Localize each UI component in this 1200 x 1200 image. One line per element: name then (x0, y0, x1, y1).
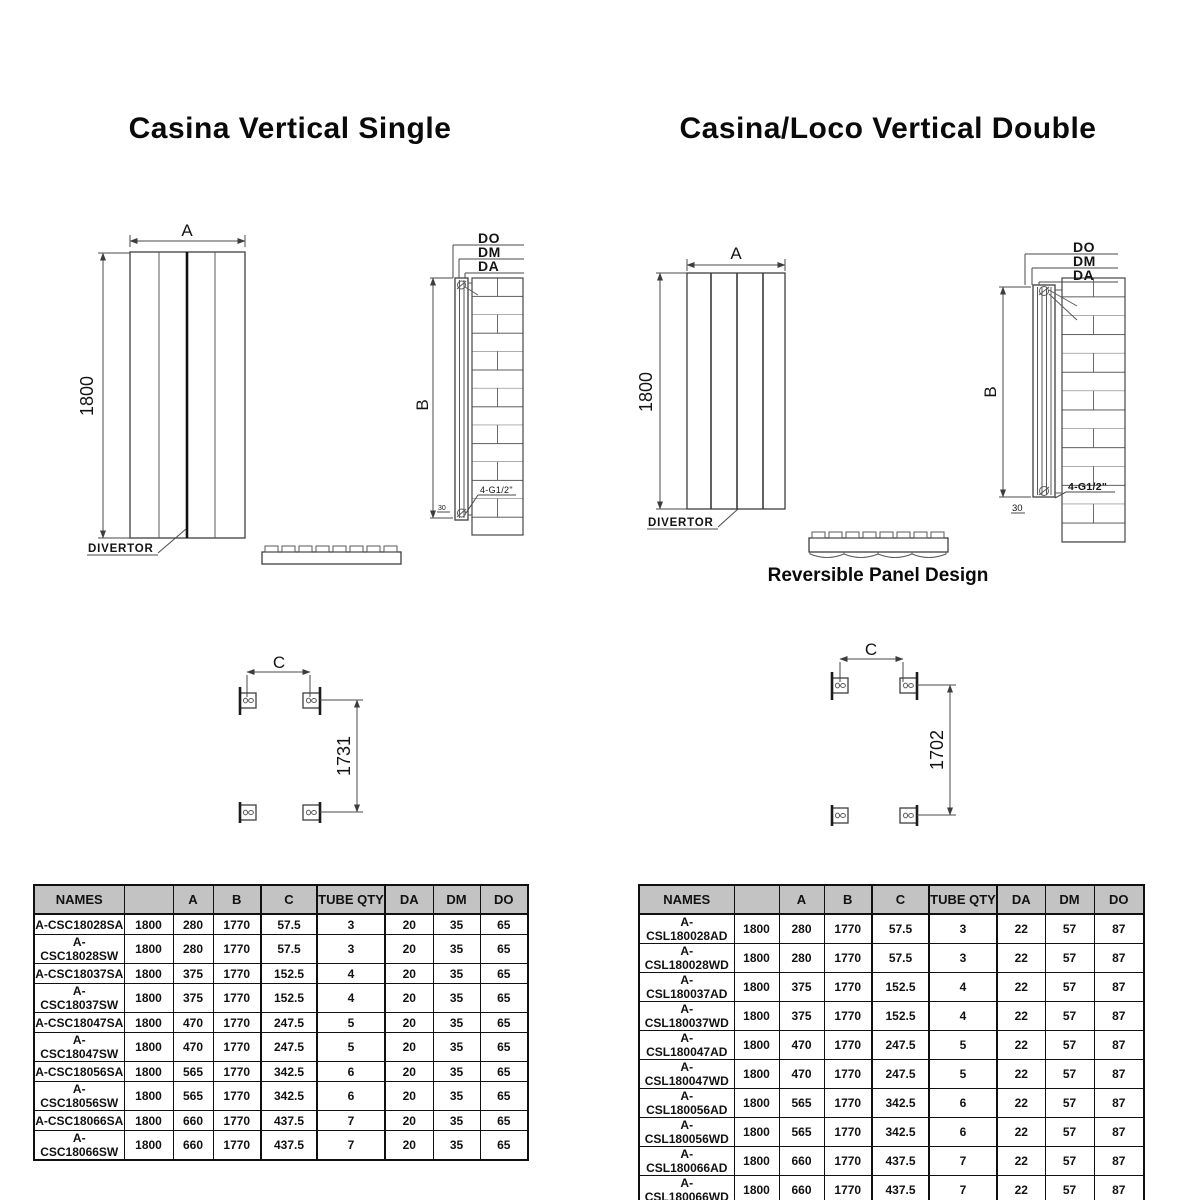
dim-label-depth-height: B (981, 386, 1000, 398)
spec-value-cell: 3 (929, 944, 997, 973)
panel-section-drawing-single (253, 538, 413, 572)
divertor-label: DIVERTOR (648, 517, 714, 529)
spec-value-cell: 152.5 (261, 984, 317, 1013)
spec-value-cell: 87 (1094, 1089, 1144, 1118)
spec-value-cell: 1800 (124, 1062, 173, 1082)
spec-value-cell: 1800 (734, 1176, 779, 1200)
spec-value-cell: 470 (779, 1031, 824, 1060)
spec-value-cell: 87 (1094, 944, 1144, 973)
table-row (639, 1118, 1144, 1147)
spec-value-cell: 152.5 (872, 973, 929, 1002)
table-row (639, 973, 1144, 1002)
spec-value-cell: 5 (929, 1031, 997, 1060)
model-name-cell: A-CSC18056SW (34, 1082, 124, 1111)
spec-value-cell: 660 (173, 1131, 213, 1161)
spec-value-cell: 65 (480, 984, 528, 1013)
spec-value-cell: 437.5 (261, 1131, 317, 1161)
spec-value-cell: 35 (433, 1111, 480, 1131)
column-header: C (872, 885, 929, 914)
table-row (34, 935, 528, 964)
spec-value-cell: 65 (480, 914, 528, 935)
wall-bracket (900, 805, 917, 826)
spec-value-cell: 280 (173, 935, 213, 964)
spec-value-cell: 65 (480, 964, 528, 984)
spec-value-cell: 1770 (213, 935, 261, 964)
model-name-cell: A-CSC18037SA (34, 964, 124, 984)
model-name-cell: A-CSC18047SA (34, 1013, 124, 1033)
spec-value-cell: 1800 (124, 1013, 173, 1033)
spec-value-cell: 5 (317, 1013, 385, 1033)
spec-value-cell: 65 (480, 1033, 528, 1062)
spec-value-cell: 152.5 (261, 964, 317, 984)
spec-value-cell: 65 (480, 1111, 528, 1131)
spec-value-cell: 1800 (734, 1002, 779, 1031)
model-name-cell: A-CSC18066SA (34, 1111, 124, 1131)
dim-label-width: A (181, 221, 193, 240)
model-name-cell: A-CSC18066SW (34, 1131, 124, 1161)
spec-value-cell: 152.5 (872, 1002, 929, 1031)
spec-value-cell: 1770 (213, 984, 261, 1013)
spec-value-cell: 20 (385, 1082, 433, 1111)
spec-value-cell: 20 (385, 935, 433, 964)
spec-value-cell: 57 (1045, 1147, 1094, 1176)
column-header: DO (1094, 885, 1144, 914)
spec-value-cell: 57 (1045, 914, 1094, 944)
spec-value-cell: 20 (385, 1131, 433, 1161)
table-row (639, 914, 1144, 944)
spec-value-cell: 35 (433, 964, 480, 984)
spec-value-cell: 65 (480, 1082, 528, 1111)
bracket-layout-drawing-single (225, 645, 390, 837)
spec-value-cell: 247.5 (872, 1031, 929, 1060)
spec-value-cell: 22 (997, 1031, 1045, 1060)
model-name-cell: A-CSC18047SW (34, 1033, 124, 1062)
spec-value-cell: 6 (317, 1062, 385, 1082)
column-header (734, 885, 779, 914)
column-header: DM (433, 885, 480, 914)
table-row (34, 1033, 528, 1062)
spec-value-cell: 280 (173, 914, 213, 935)
spec-value-cell: 6 (929, 1089, 997, 1118)
spec-value-cell: 1800 (124, 935, 173, 964)
spec-value-cell: 1800 (734, 1089, 779, 1118)
spec-value-cell: 35 (433, 984, 480, 1013)
model-name-cell: A-CSL180037AD (639, 973, 734, 1002)
dim-label-dm: DM (1073, 253, 1096, 269)
table-row (34, 984, 528, 1013)
spec-value-cell: 35 (433, 1013, 480, 1033)
spec-table-single (33, 884, 529, 1161)
spec-value-cell: 1770 (824, 914, 872, 944)
spec-value-cell: 57.5 (872, 914, 929, 944)
spec-value-cell: 247.5 (261, 1013, 317, 1033)
spec-value-cell: 57.5 (261, 935, 317, 964)
spec-value-cell: 65 (480, 1062, 528, 1082)
model-name-cell: A-CSC18037SW (34, 984, 124, 1013)
column-header (124, 885, 173, 914)
spec-value-cell: 1770 (824, 1089, 872, 1118)
spec-value-cell: 1800 (734, 1147, 779, 1176)
wall-offset-label: 30 (438, 505, 446, 512)
spec-value-cell: 87 (1094, 1031, 1144, 1060)
spec-value-cell: 6 (317, 1082, 385, 1111)
connection-size-label: 4-G1/2" (480, 485, 513, 495)
spec-value-cell: 1770 (824, 1147, 872, 1176)
side-view-drawing-single (413, 225, 595, 543)
spec-value-cell: 5 (929, 1060, 997, 1089)
table-row (34, 1013, 528, 1033)
spec-value-cell: 4 (317, 964, 385, 984)
spec-value-cell: 22 (997, 973, 1045, 1002)
dim-label-depth-height: B (413, 399, 432, 411)
spec-value-cell: 342.5 (261, 1062, 317, 1082)
column-header: DA (385, 885, 433, 914)
page-title-single: Casina Vertical Single (128, 112, 452, 145)
spec-value-cell: 470 (173, 1013, 213, 1033)
spec-value-cell: 20 (385, 914, 433, 935)
spec-value-cell: 7 (929, 1176, 997, 1200)
table-row (34, 1131, 528, 1161)
spec-value-cell: 660 (779, 1147, 824, 1176)
model-name-cell: A-CSL180028AD (639, 914, 734, 944)
spec-value-cell: 1770 (213, 1131, 261, 1161)
column-header: C (261, 885, 317, 914)
spec-value-cell: 437.5 (261, 1111, 317, 1131)
spec-value-cell: 22 (997, 1002, 1045, 1031)
spec-value-cell: 22 (997, 1118, 1045, 1147)
spec-value-cell: 565 (173, 1062, 213, 1082)
table-row (34, 914, 528, 935)
panel-section-drawing-double (800, 525, 960, 567)
spec-value-cell: 7 (317, 1111, 385, 1131)
model-name-cell: A-CSC18028SA (34, 914, 124, 935)
spec-value-cell: 87 (1094, 1060, 1144, 1089)
spec-value-cell: 65 (480, 935, 528, 964)
spec-value-cell: 1800 (734, 944, 779, 973)
spec-value-cell: 1770 (824, 1118, 872, 1147)
spec-value-cell: 342.5 (261, 1082, 317, 1111)
spec-value-cell: 22 (997, 914, 1045, 944)
model-name-cell: A-CSL180056WD (639, 1118, 734, 1147)
dim-label-da: DA (1073, 267, 1095, 283)
spec-value-cell: 22 (997, 944, 1045, 973)
column-header: TUBE QTY (317, 885, 385, 914)
column-header: B (213, 885, 261, 914)
spec-value-cell: 57.5 (261, 914, 317, 935)
table-row (34, 1062, 528, 1082)
spec-value-cell: 565 (779, 1118, 824, 1147)
spec-value-cell: 1800 (734, 973, 779, 1002)
dim-label-bracket-height: 1731 (334, 735, 354, 777)
spec-value-cell: 1800 (124, 1111, 173, 1131)
table-header-row (34, 885, 528, 914)
spec-value-cell: 4 (317, 984, 385, 1013)
spec-value-cell: 35 (433, 914, 480, 935)
spec-value-cell: 437.5 (872, 1147, 929, 1176)
spec-value-cell: 20 (385, 984, 433, 1013)
column-header: NAMES (639, 885, 734, 914)
wall-bracket (303, 802, 320, 823)
spec-value-cell: 87 (1094, 1002, 1144, 1031)
spec-value-cell: 22 (997, 1147, 1045, 1176)
model-name-cell: A-CSL180047WD (639, 1060, 734, 1089)
column-header: B (824, 885, 872, 914)
spec-value-cell: 20 (385, 964, 433, 984)
spec-value-cell: 1770 (824, 1060, 872, 1089)
spec-value-cell: 87 (1094, 973, 1144, 1002)
dim-label-height: 1800 (636, 371, 656, 413)
dim-label-height: 1800 (77, 375, 97, 417)
spec-value-cell: 65 (480, 1131, 528, 1161)
spec-value-cell: 7 (929, 1147, 997, 1176)
column-header: TUBE QTY (929, 885, 997, 914)
spec-value-cell: 1800 (734, 1031, 779, 1060)
side-view-drawing-double (981, 232, 1160, 550)
panel-design-caption: Reversible Panel Design (767, 565, 989, 586)
spec-value-cell: 57 (1045, 1176, 1094, 1200)
spec-value-cell: 1770 (824, 973, 872, 1002)
spec-value-cell: 4 (929, 1002, 997, 1031)
spec-value-cell: 35 (433, 935, 480, 964)
wall-bracket (832, 805, 848, 826)
spec-value-cell: 57 (1045, 1060, 1094, 1089)
spec-value-cell: 1800 (124, 914, 173, 935)
spec-value-cell: 87 (1094, 1118, 1144, 1147)
dim-label-do: DO (1073, 239, 1095, 255)
spec-value-cell: 57 (1045, 1089, 1094, 1118)
dim-label-bracket-height: 1702 (927, 729, 947, 771)
spec-value-cell: 20 (385, 1013, 433, 1033)
spec-value-cell: 1800 (124, 1131, 173, 1161)
column-header: DO (480, 885, 528, 914)
table-row (639, 1176, 1144, 1200)
spec-value-cell: 35 (433, 1033, 480, 1062)
spec-value-cell: 3 (317, 935, 385, 964)
spec-value-cell: 437.5 (872, 1176, 929, 1200)
spec-value-cell: 660 (173, 1111, 213, 1131)
wall-bracket (303, 687, 320, 715)
model-name-cell: A-CSL180047AD (639, 1031, 734, 1060)
model-name-cell: A-CSL180056AD (639, 1089, 734, 1118)
spec-value-cell: 280 (779, 914, 824, 944)
table-row (639, 1147, 1144, 1176)
spec-value-cell: 3 (317, 914, 385, 935)
spec-value-cell: 342.5 (872, 1089, 929, 1118)
model-name-cell: A-CSL180028WD (639, 944, 734, 973)
model-name-cell: A-CSL180066AD (639, 1147, 734, 1176)
spec-value-cell: 20 (385, 1111, 433, 1131)
spec-value-cell: 1800 (734, 914, 779, 944)
page-title-double: Casina/Loco Vertical Double (679, 112, 1097, 145)
spec-value-cell: 342.5 (872, 1118, 929, 1147)
column-header: A (779, 885, 824, 914)
spec-value-cell: 1770 (824, 1002, 872, 1031)
spec-value-cell: 87 (1094, 1147, 1144, 1176)
dim-label-dm: DM (478, 244, 501, 260)
column-header: DA (997, 885, 1045, 914)
spec-value-cell: 57 (1045, 973, 1094, 1002)
front-view-drawing-single (60, 220, 420, 565)
column-header: A (173, 885, 213, 914)
spec-value-cell: 87 (1094, 1176, 1144, 1200)
bracket-layout-drawing-double (815, 640, 980, 837)
spec-value-cell: 470 (779, 1060, 824, 1089)
spec-value-cell: 57 (1045, 1002, 1094, 1031)
dim-label-bracket-spacing: C (272, 653, 286, 672)
spec-value-cell: 7 (317, 1131, 385, 1161)
dim-label-width: A (730, 244, 742, 263)
table-row (639, 1002, 1144, 1031)
spec-value-cell: 22 (997, 1089, 1045, 1118)
spec-value-cell: 35 (433, 1131, 480, 1161)
table-row (34, 964, 528, 984)
spec-value-cell: 1770 (213, 1033, 261, 1062)
spec-value-cell: 87 (1094, 914, 1144, 944)
wall-bracket (240, 802, 256, 823)
spec-value-cell: 57 (1045, 944, 1094, 973)
spec-value-cell: 247.5 (261, 1033, 317, 1062)
table-row (639, 1089, 1144, 1118)
dim-label-do: DO (478, 230, 500, 246)
spec-value-cell: 470 (173, 1033, 213, 1062)
model-name-cell: A-CSC18056SA (34, 1062, 124, 1082)
spec-value-cell: 3 (929, 914, 997, 944)
spec-value-cell: 1800 (734, 1118, 779, 1147)
dim-label-bracket-spacing: C (864, 640, 878, 659)
spec-value-cell: 20 (385, 1062, 433, 1082)
wall-bracket (240, 687, 256, 715)
model-name-cell: A-CSL180066WD (639, 1176, 734, 1200)
spec-table-double (638, 884, 1145, 1200)
spec-value-cell: 5 (317, 1033, 385, 1062)
table-row (639, 1060, 1144, 1089)
wall-brick-hatch (472, 278, 523, 535)
spec-value-cell: 57 (1045, 1031, 1094, 1060)
spec-value-cell: 4 (929, 973, 997, 1002)
spec-value-cell: 22 (997, 1060, 1045, 1089)
spec-value-cell: 247.5 (872, 1060, 929, 1089)
spec-value-cell: 1800 (124, 964, 173, 984)
spec-value-cell: 20 (385, 1033, 433, 1062)
spec-value-cell: 6 (929, 1118, 997, 1147)
spec-value-cell: 1770 (213, 914, 261, 935)
spec-value-cell: 375 (173, 964, 213, 984)
spec-value-cell: 660 (779, 1176, 824, 1200)
spec-value-cell: 22 (997, 1176, 1045, 1200)
spec-value-cell: 565 (173, 1082, 213, 1111)
table-row (639, 1031, 1144, 1060)
spec-value-cell: 1800 (734, 1060, 779, 1089)
spec-value-cell: 65 (480, 1013, 528, 1033)
spec-value-cell: 1800 (124, 984, 173, 1013)
table-row (639, 944, 1144, 973)
spec-value-cell: 1770 (824, 1031, 872, 1060)
table-header-row (639, 885, 1144, 914)
column-header: NAMES (34, 885, 124, 914)
table-row (34, 1082, 528, 1111)
spec-value-cell: 1800 (124, 1033, 173, 1062)
spec-value-cell: 1800 (124, 1082, 173, 1111)
spec-value-cell: 375 (779, 973, 824, 1002)
spec-value-cell: 375 (779, 1002, 824, 1031)
spec-value-cell: 1770 (824, 1176, 872, 1200)
spec-value-cell: 57 (1045, 1118, 1094, 1147)
spec-value-cell: 1770 (213, 1111, 261, 1131)
divertor-label: DIVERTOR (88, 543, 154, 555)
spec-value-cell: 1770 (824, 944, 872, 973)
front-view-drawing-double (630, 240, 830, 535)
spec-value-cell: 1770 (213, 1062, 261, 1082)
spec-value-cell: 565 (779, 1089, 824, 1118)
model-name-cell: A-CSL180037WD (639, 1002, 734, 1031)
connection-size-label: 4-G1/2" (1068, 481, 1108, 493)
wall-brick-hatch (1062, 278, 1125, 542)
spec-value-cell: 375 (173, 984, 213, 1013)
spec-value-cell: 57.5 (872, 944, 929, 973)
spec-value-cell: 35 (433, 1082, 480, 1111)
spec-value-cell: 35 (433, 1062, 480, 1082)
spec-value-cell: 1770 (213, 1013, 261, 1033)
column-header: DM (1045, 885, 1094, 914)
spec-value-cell: 1770 (213, 1082, 261, 1111)
spec-value-cell: 280 (779, 944, 824, 973)
model-name-cell: A-CSC18028SW (34, 935, 124, 964)
dim-label-da: DA (478, 258, 500, 274)
table-row (34, 1111, 528, 1131)
spec-value-cell: 1770 (213, 964, 261, 984)
wall-offset-label: 30 (1012, 503, 1023, 514)
